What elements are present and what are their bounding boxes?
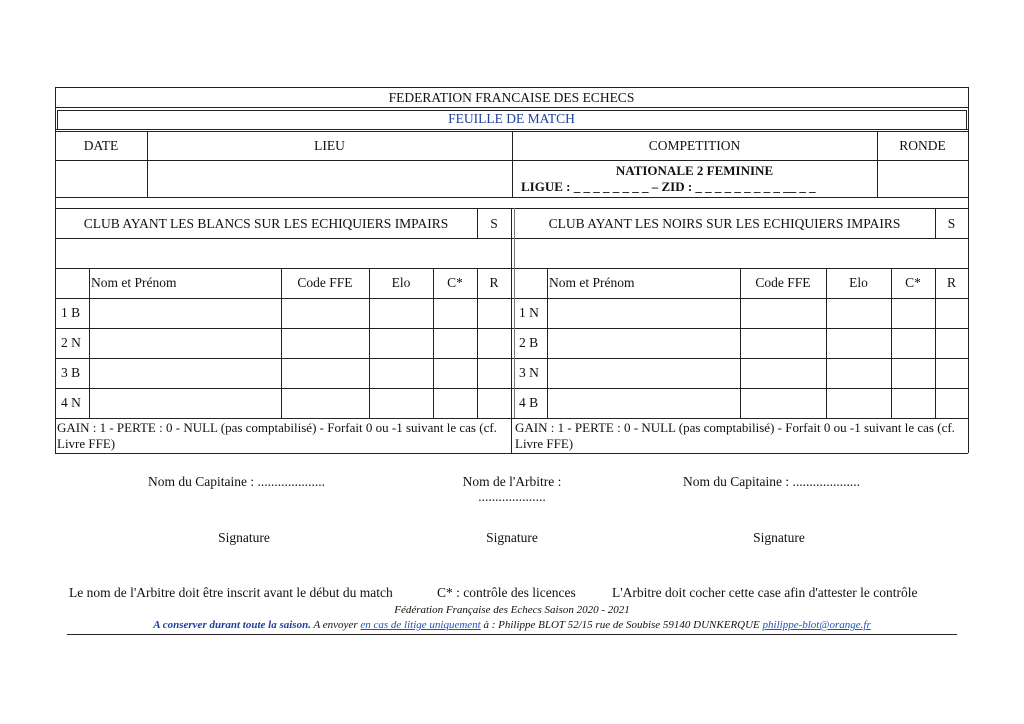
left-col-control: C*	[447, 275, 463, 290]
date-header: DATE	[83, 138, 119, 153]
competition-header: COMPETITION	[648, 138, 741, 153]
left-score-label: S	[490, 216, 498, 231]
right-score-label: S	[947, 216, 956, 231]
left-board-label: 4 N	[61, 395, 81, 410]
left-board-label: 3 B	[61, 365, 81, 380]
right-col-name: Nom et Prénom	[549, 275, 635, 290]
ligue-zid-line: LIGUE : _ _ _ _ _ _ _ _ – ZID : _ _ _ _ _ _ _ _ _ __ _ _	[521, 179, 816, 194]
right-col-code: Code FFE	[755, 275, 811, 290]
left-col-result: R	[489, 275, 499, 290]
footer-address: à : Philippe BLOT 52/15 rue de Soubise 59140 DUNKERQUE	[483, 619, 760, 631]
ronde-header: RONDE	[899, 138, 946, 153]
footer-rule	[67, 634, 957, 635]
arbiter-name-label: Nom de l'Arbitre :	[462, 474, 562, 489]
left-board-label: 2 N	[61, 335, 81, 350]
signature-left: Signature	[218, 530, 270, 545]
left-board-label: 1 B	[61, 305, 81, 320]
left-col-name: Nom et Prénom	[91, 275, 177, 290]
right-col-control: C*	[905, 275, 921, 290]
competition-name: NATIONALE 2 FEMININE	[615, 163, 774, 178]
footer-line	[0, 619, 1024, 632]
right-col-elo: Elo	[849, 275, 868, 290]
right-rules-note: GAIN : 1 - PERTE : 0 - NULL (pas comptabilisé) - Forfait 0 ou -1 suivant le cas (cf. Livre FFE)	[515, 420, 955, 451]
left-rules-note: GAIN : 1 - PERTE : 0 - NULL (pas comptabilisé) - Forfait 0 ou -1 suivant le cas (cf. Livre FFE)	[57, 420, 497, 451]
arbiter-before-note: Le nom de l'Arbitre doit être inscrit avant le début du match	[69, 585, 393, 600]
left-col-code: Code FFE	[297, 275, 353, 290]
sheet-title: FEUILLE DE MATCH	[448, 111, 575, 126]
left-club-title: CLUB AYANT LES BLANCS SUR LES ECHIQUIERS IMPAIRS	[83, 216, 449, 231]
left-col-elo: Elo	[391, 275, 411, 290]
federation-title: FEDERATION FRANCAISE DES ECHECS	[388, 90, 635, 105]
captain-right-name: Nom du Capitaine : ....................	[683, 474, 860, 489]
signature-right: Signature	[753, 530, 805, 545]
footer-season: Fédération Française des Echecs Saison 2020 - 2021	[394, 604, 630, 616]
control-legend: C* : contrôle des licences	[437, 585, 576, 600]
right-board-label: 3 N	[519, 365, 539, 380]
right-club-title: CLUB AYANT LES NOIRS SUR LES ECHIQUIERS IMPAIRS	[548, 216, 901, 231]
right-board-label: 1 N	[519, 305, 539, 320]
footer-send: A envoyer	[313, 619, 358, 631]
signature-arbiter: Signature	[486, 530, 538, 545]
right-col-result: R	[946, 275, 956, 290]
footer-litige-link[interactable]: en cas de litige uniquement	[360, 619, 481, 631]
captain-left-name: Nom du Capitaine : ....................	[148, 474, 325, 489]
footer-keep: A conserver durant toute la saison.	[153, 619, 311, 631]
lieu-header: LIEU	[314, 138, 345, 153]
right-board-label: 2 B	[519, 335, 539, 350]
arbiter-check-note: L'Arbitre doit cocher cette case afin d'attester le contrôle	[612, 585, 918, 600]
arbiter-name-dots: ....................	[478, 489, 546, 504]
right-board-label: 4 B	[519, 395, 539, 410]
footer-email-link[interactable]: philippe-blot@orange.fr	[762, 619, 871, 631]
